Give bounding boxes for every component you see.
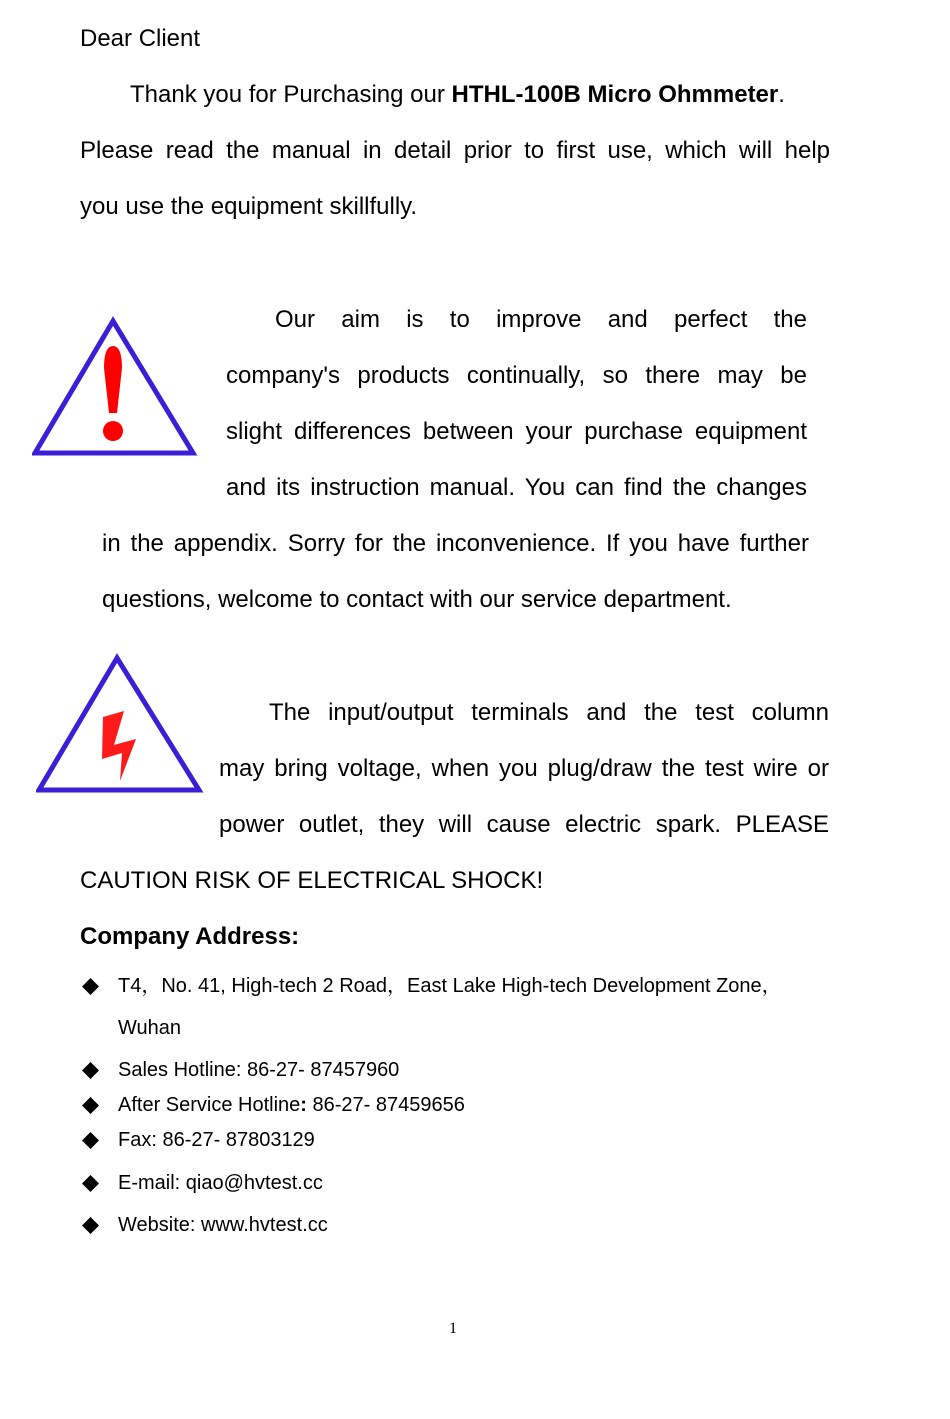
notice-line-3: slight differences between your purchase equipment <box>226 418 807 445</box>
product-name: HTHL-100B Micro Ohmmeter <box>451 81 779 108</box>
fax: Fax: 86-27- 87803129 <box>118 1129 315 1151</box>
high-voltage-warning-triangle-icon <box>36 653 206 795</box>
company-address-heading: Company Address: <box>80 923 300 950</box>
diamond-bullet-icon <box>82 1062 99 1079</box>
notice-line-5: in the appendix. Sorry for the inconvenience. If you have further <box>102 530 809 557</box>
after-service-hotline <box>118 1093 465 1117</box>
diamond-bullet-icon <box>82 978 99 995</box>
page-number: 1 <box>449 1320 457 1337</box>
email: E-mail: qiao@hvtest.cc <box>118 1172 323 1194</box>
danger-line-4: CAUTION RISK OF ELECTRICAL SHOCK! <box>80 867 544 894</box>
danger-line-1: The input/output terminals and the test column <box>269 699 829 726</box>
diamond-bullet-icon <box>82 1175 99 1192</box>
warning-exclamation-triangle-icon <box>32 316 198 458</box>
notice-line-4: and its instruction manual. You can find the changes <box>226 474 807 501</box>
after-service-value: 86-27- 87459656 <box>306 1094 465 1116</box>
intro-suffix: . <box>778 81 785 108</box>
danger-line-3: power outlet, they will cause electric spark. PLEASE <box>219 811 829 838</box>
intro-line-3: you use the equipment skillfully. <box>80 193 418 220</box>
notice-line-2: company's products continually, so there may be <box>226 362 807 389</box>
after-service-separator: : <box>300 1094 307 1116</box>
diamond-bullet-icon <box>82 1217 99 1234</box>
diamond-bullet-icon <box>82 1132 99 1149</box>
diamond-bullet-icon <box>82 1097 99 1114</box>
notice-line-6: questions, welcome to contact with our service department. <box>102 586 732 613</box>
intro-prefix: Thank you for Purchasing our <box>130 81 445 108</box>
intro-line-1 <box>130 81 785 109</box>
danger-line-2: may bring voltage, when you plug/draw the test wire or <box>219 755 829 782</box>
after-service-label: After Service Hotline <box>118 1094 301 1116</box>
sales-hotline: Sales Hotline: 86-27- 87457960 <box>118 1059 400 1081</box>
intro-line-2: Please read the manual in detail prior to first use, which will help <box>80 137 830 164</box>
notice-line-1: Our aim is to improve and perfect the <box>275 306 807 333</box>
address-line-1: T4，No. 41, High-tech 2 Road，East Lake High-tech Development Zone， <box>118 975 782 997</box>
salutation: Dear Client <box>80 25 201 52</box>
address-line-2: Wuhan <box>118 1017 182 1039</box>
website: Website: www.hvtest.cc <box>118 1214 328 1236</box>
